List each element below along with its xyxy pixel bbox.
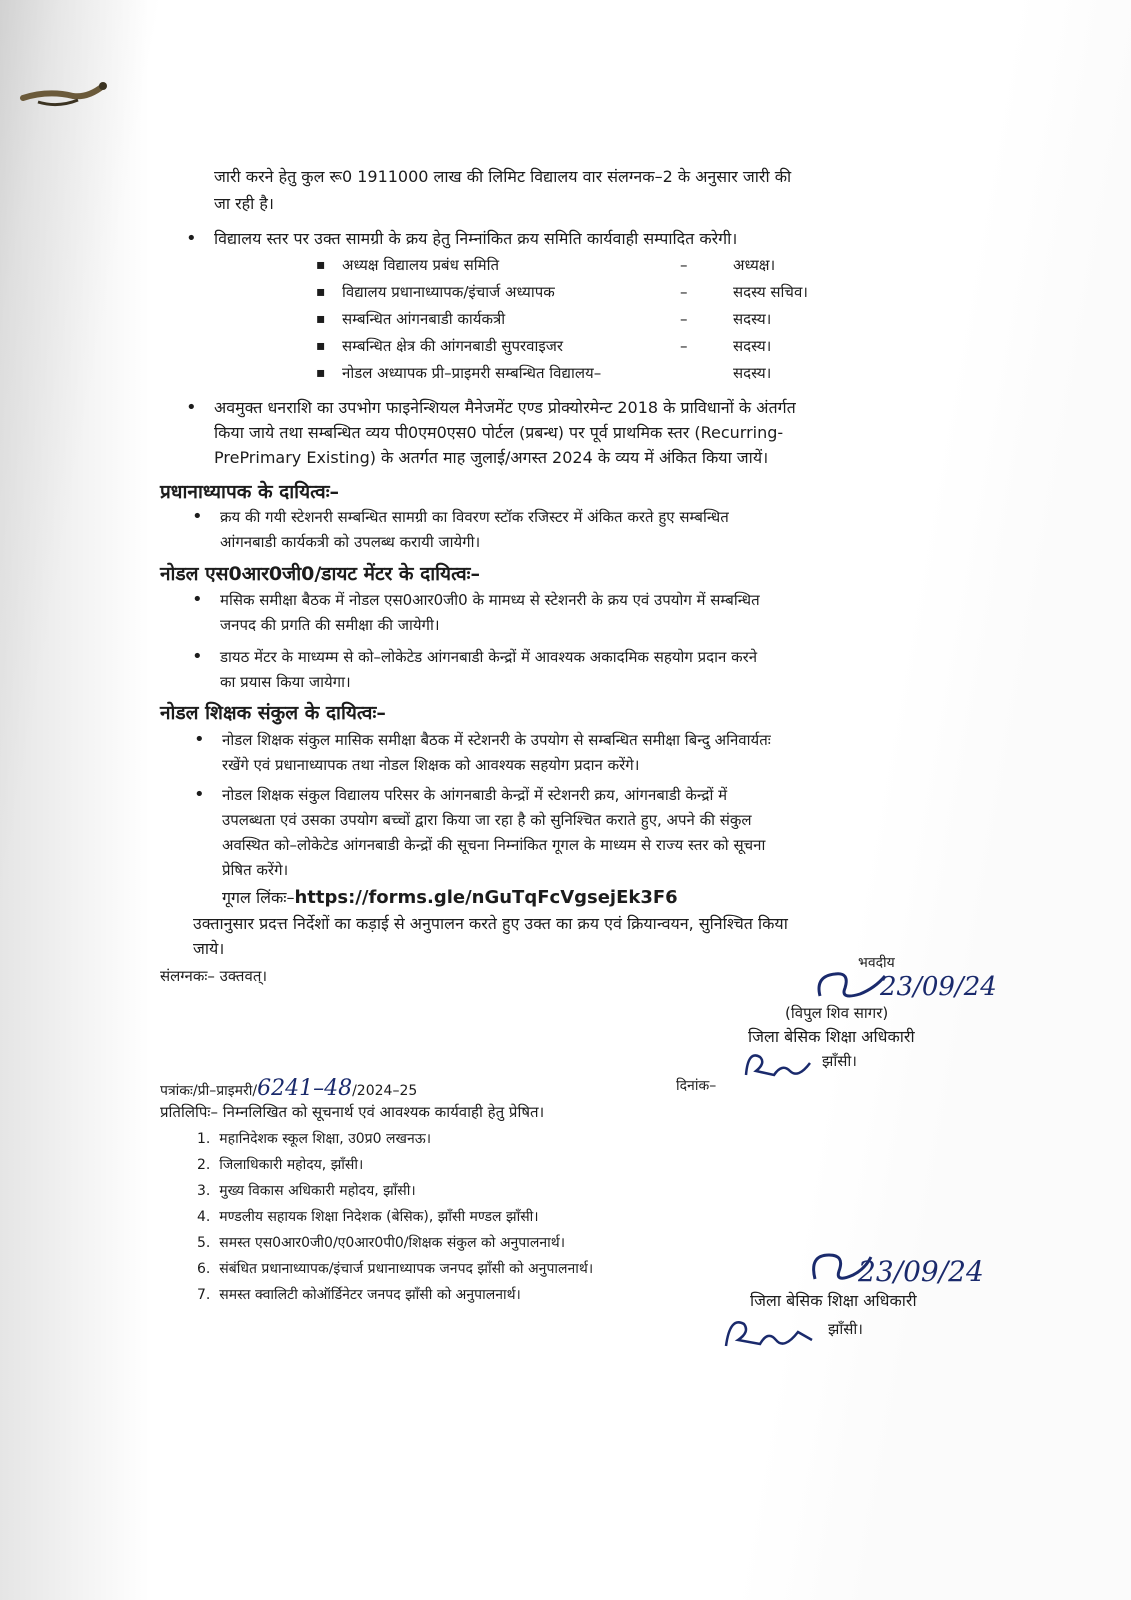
nodal-srg-bullet2-line-2: का प्रयास किया जायेगा। [220, 673, 351, 691]
officer-designation: जिला बेसिक शिक्षा अधिकारी [748, 1027, 915, 1046]
initials2-scrawl-icon [718, 1310, 818, 1356]
headmaster-bullet-line-2: आंगनबाडी कार्यकत्री को उपलब्ध करायी जायेगी। [220, 533, 481, 551]
funds-line-1: • अवमुक्त धनराशि का उपभोग फाइनेन्शियल मैनेजमेंट एण्ड प्रोक्योरमेन्ट 2018 के प्राविधानों के अंतर्गत [214, 397, 796, 419]
nodal-srg-bullet1-line-2: जनपद की प्रगति की समीक्षा की जायेगी। [220, 616, 440, 634]
committee-member: ▪ विद्यालय प्रधानाध्यापक/इंचार्ज अध्यापक [342, 281, 555, 303]
nodal-teacher-bullet1-line-2: रखेंगे एवं प्रधानाध्यापक तथा नोडल शिक्षक को आवश्यक सहयोग प्रदान करेंगे। [222, 756, 640, 774]
committee-member: ▪ अध्यक्ष विद्यालय प्रबंध समिति [342, 254, 499, 276]
bhavdiya-label: भवदीय [858, 955, 895, 971]
copy-item [197, 1181, 416, 1201]
pratilipi-line: प्रतिलिपिः– निम्नलिखित को सूचनार्थ एवं आवश्यक कार्यवाही हेतु प्रेषित। [160, 1103, 545, 1121]
copy-item [197, 1233, 565, 1253]
dinank-label: दिनांक– [676, 1078, 717, 1094]
signature2-place: झाँसी। [828, 1320, 863, 1338]
patrank-number-handwritten: 6241–48 [257, 1076, 353, 1101]
google-link-label: गूगल लिंकः– [222, 888, 295, 907]
intro-line-2: जा रही है। [214, 194, 274, 213]
copy-number: 3. [197, 1183, 211, 1199]
signature2-scrawl-icon [805, 1245, 875, 1289]
committee-member: ▪ नोडल अध्यापक प्री–प्राइमरी सम्बन्धित विद्यालय– [342, 362, 601, 384]
copy-number: 2. [197, 1157, 211, 1173]
nodal-teacher-bullet2-line-1: • नोडल शिक्षक संकुल विद्यालय परिसर के आंगनबाडी केन्द्रों में स्टेशनरी क्रय, आंगनबाडी केन्द्रों में [222, 784, 727, 806]
committee-member: ▪ सम्बन्धित आंगनबाडी कार्यकत्री [342, 308, 505, 330]
google-link-row [222, 887, 678, 909]
committee-member: ▪ सम्बन्धित क्षेत्र की आंगनबाडी सुपरवाइजर [342, 335, 563, 357]
funds-line-3: PrePrimary Existing) के अतर्गत माह जुलाई/अगस्त 2024 के व्यय में अंकित किया जायें। [214, 448, 769, 467]
committee-dash: – [680, 310, 688, 328]
staple-icon [18, 68, 118, 128]
patrank-prefix: पत्रांकः/प्री–प्राइमरी/ [160, 1083, 258, 1099]
committee-role: सदस्य। [733, 337, 772, 355]
funds-line-2: किया जाये तथा सम्बन्धित व्यय पी0एम0एस0 पोर्टल (प्रबन्ध) पर पूर्व प्राथमिक स्तर (Recurring- [214, 423, 784, 442]
signature2-date-handwritten: 23/09/24 [858, 1255, 984, 1288]
closing-line-2: जाये। [193, 939, 225, 958]
copy-item [197, 1129, 431, 1149]
patrank-suffix: /2024–25 [352, 1083, 418, 1099]
committee-dash: – [680, 337, 688, 355]
nodal-teacher-bullet2-line-3: अवस्थित को–लोकेटेड आंगनबाडी केन्द्रों की सूचना निम्नांकित गूगल के माध्यम से राज्य स्तर को सूचना [222, 836, 766, 854]
committee-intro: • विद्यालय स्तर पर उक्त सामग्री के क्रय हेतु निम्नांकित क्रय समिति कार्यवाही सम्पादित करेगी। [214, 228, 737, 250]
nodal-teacher-bullet2-line-4: प्रेषित करेंगे। [222, 861, 289, 879]
signature2-designation: जिला बेसिक शिक्षा अधिकारी [750, 1291, 917, 1310]
copy-item [197, 1259, 593, 1279]
copy-number: 1. [197, 1131, 211, 1147]
nodal-srg-bullet2-line-1: • डायठ मेंटर के माध्यम्म से को–लोकेटेड आंगनबाडी केन्द्रों में आवश्यक अकादमिक सहयोग प्रदान करने [220, 646, 757, 668]
copy-text: मुख्य विकास अधिकारी महोदय, झाँसी। [219, 1183, 416, 1199]
closing-line-1: उक्तानुसार प्रदत्त निर्देशों का कड़ाई से अनुपालन करते हुए उक्त का क्रय एवं क्रियान्वयन, सुनिश्चित किया [193, 914, 788, 933]
copy-item [197, 1155, 363, 1175]
committee-dash: – [680, 283, 688, 301]
nodal-srg-heading: नोडल एस0आर0जी0/डायट मेंटर के दायित्वः– [160, 563, 481, 585]
committee-role: अध्यक्ष। [733, 256, 776, 274]
nodal-teacher-heading: नोडल शिक्षक संकुल के दायित्वः– [160, 702, 386, 724]
copy-number: 6. [197, 1261, 211, 1277]
signature-scrawl-icon [810, 966, 890, 1006]
committee-role: सदस्य। [733, 310, 772, 328]
patrank-row [160, 1076, 417, 1101]
copy-text: समस्त क्वालिटी कोऑर्डिनेटर जनपद झाँसी को अनुपालनार्थ। [219, 1287, 521, 1303]
copy-text: महानिदेशक स्कूल शिक्षा, उ0प्र0 लखनऊ। [219, 1131, 432, 1147]
headmaster-bullet-line-1: • क्रय की गयी स्टेशनरी सम्बन्धित सामग्री का विवरण स्टॉक रजिस्टर में अंकित करते हुए सम्बन्धित [220, 506, 729, 528]
copy-item [197, 1285, 521, 1305]
copy-number: 4. [197, 1209, 211, 1225]
nodal-srg-bullet1-line-1: • मसिक समीक्षा बैठक में नोडल एस0आर0जी0 के मामध्य से स्टेशनरी के क्रय एवं उपयोग में सम्बन्धित [220, 589, 760, 611]
copy-number: 7. [197, 1287, 211, 1303]
google-form-link[interactable]: https://forms.gle/nGuTqFcVgsejEk3F6 [294, 887, 678, 908]
committee-role: सदस्य सचिव। [733, 283, 808, 301]
enclosure-note: संलग्नकः– उक्तवत्। [160, 967, 268, 985]
signature-date-handwritten: 23/09/24 [880, 972, 997, 1002]
nodal-teacher-bullet1-line-1: • नोडल शिक्षक संकुल मासिक समीक्षा बैठक में स्टेशनरी के उपयोग से सम्बन्धित समीक्षा बिन्दु अनिवार्यतः [222, 729, 771, 751]
nodal-teacher-bullet2-line-2: उपलब्धता एवं उसका उपयोग बच्चों द्वारा किया जा रहा है को सुनिश्चित कराते हुए, अपने की संकुल [222, 811, 752, 829]
copy-text: मण्डलीय सहायक शिक्षा निदेशक (बेसिक), झाँसी मण्डल झाँसी। [219, 1209, 539, 1225]
committee-dash: – [680, 256, 688, 274]
copy-number: 5. [197, 1235, 211, 1251]
headmaster-heading: प्रधानाध्यापक के दायित्वः– [160, 481, 340, 503]
initials-scrawl-icon [738, 1045, 818, 1085]
page-fold-shadow [0, 0, 150, 1600]
committee-role: सदस्य। [733, 364, 772, 382]
copy-text: समस्त एस0आर0जी0/ए0आर0पी0/शिक्षक संकुल को अनुपालनार्थ। [219, 1235, 566, 1251]
copy-text: संबंधित प्रधानाध्यापक/इंचार्ज प्रधानाध्यापक जनपद झाँसी को अनुपालनार्थ। [219, 1261, 594, 1277]
copy-item [197, 1207, 539, 1227]
officer-name: (विपुल शिव सागर) [785, 1004, 889, 1022]
officer-place: झाँसी। [822, 1052, 857, 1070]
copy-text: जिलाधिकारी महोदय, झाँसी। [219, 1157, 364, 1173]
intro-line-1: जारी करने हेतु कुल रू0 1911000 लाख की लिमिट विद्यालय वार संलग्नक–2 के अनुसार जारी की [214, 167, 792, 186]
